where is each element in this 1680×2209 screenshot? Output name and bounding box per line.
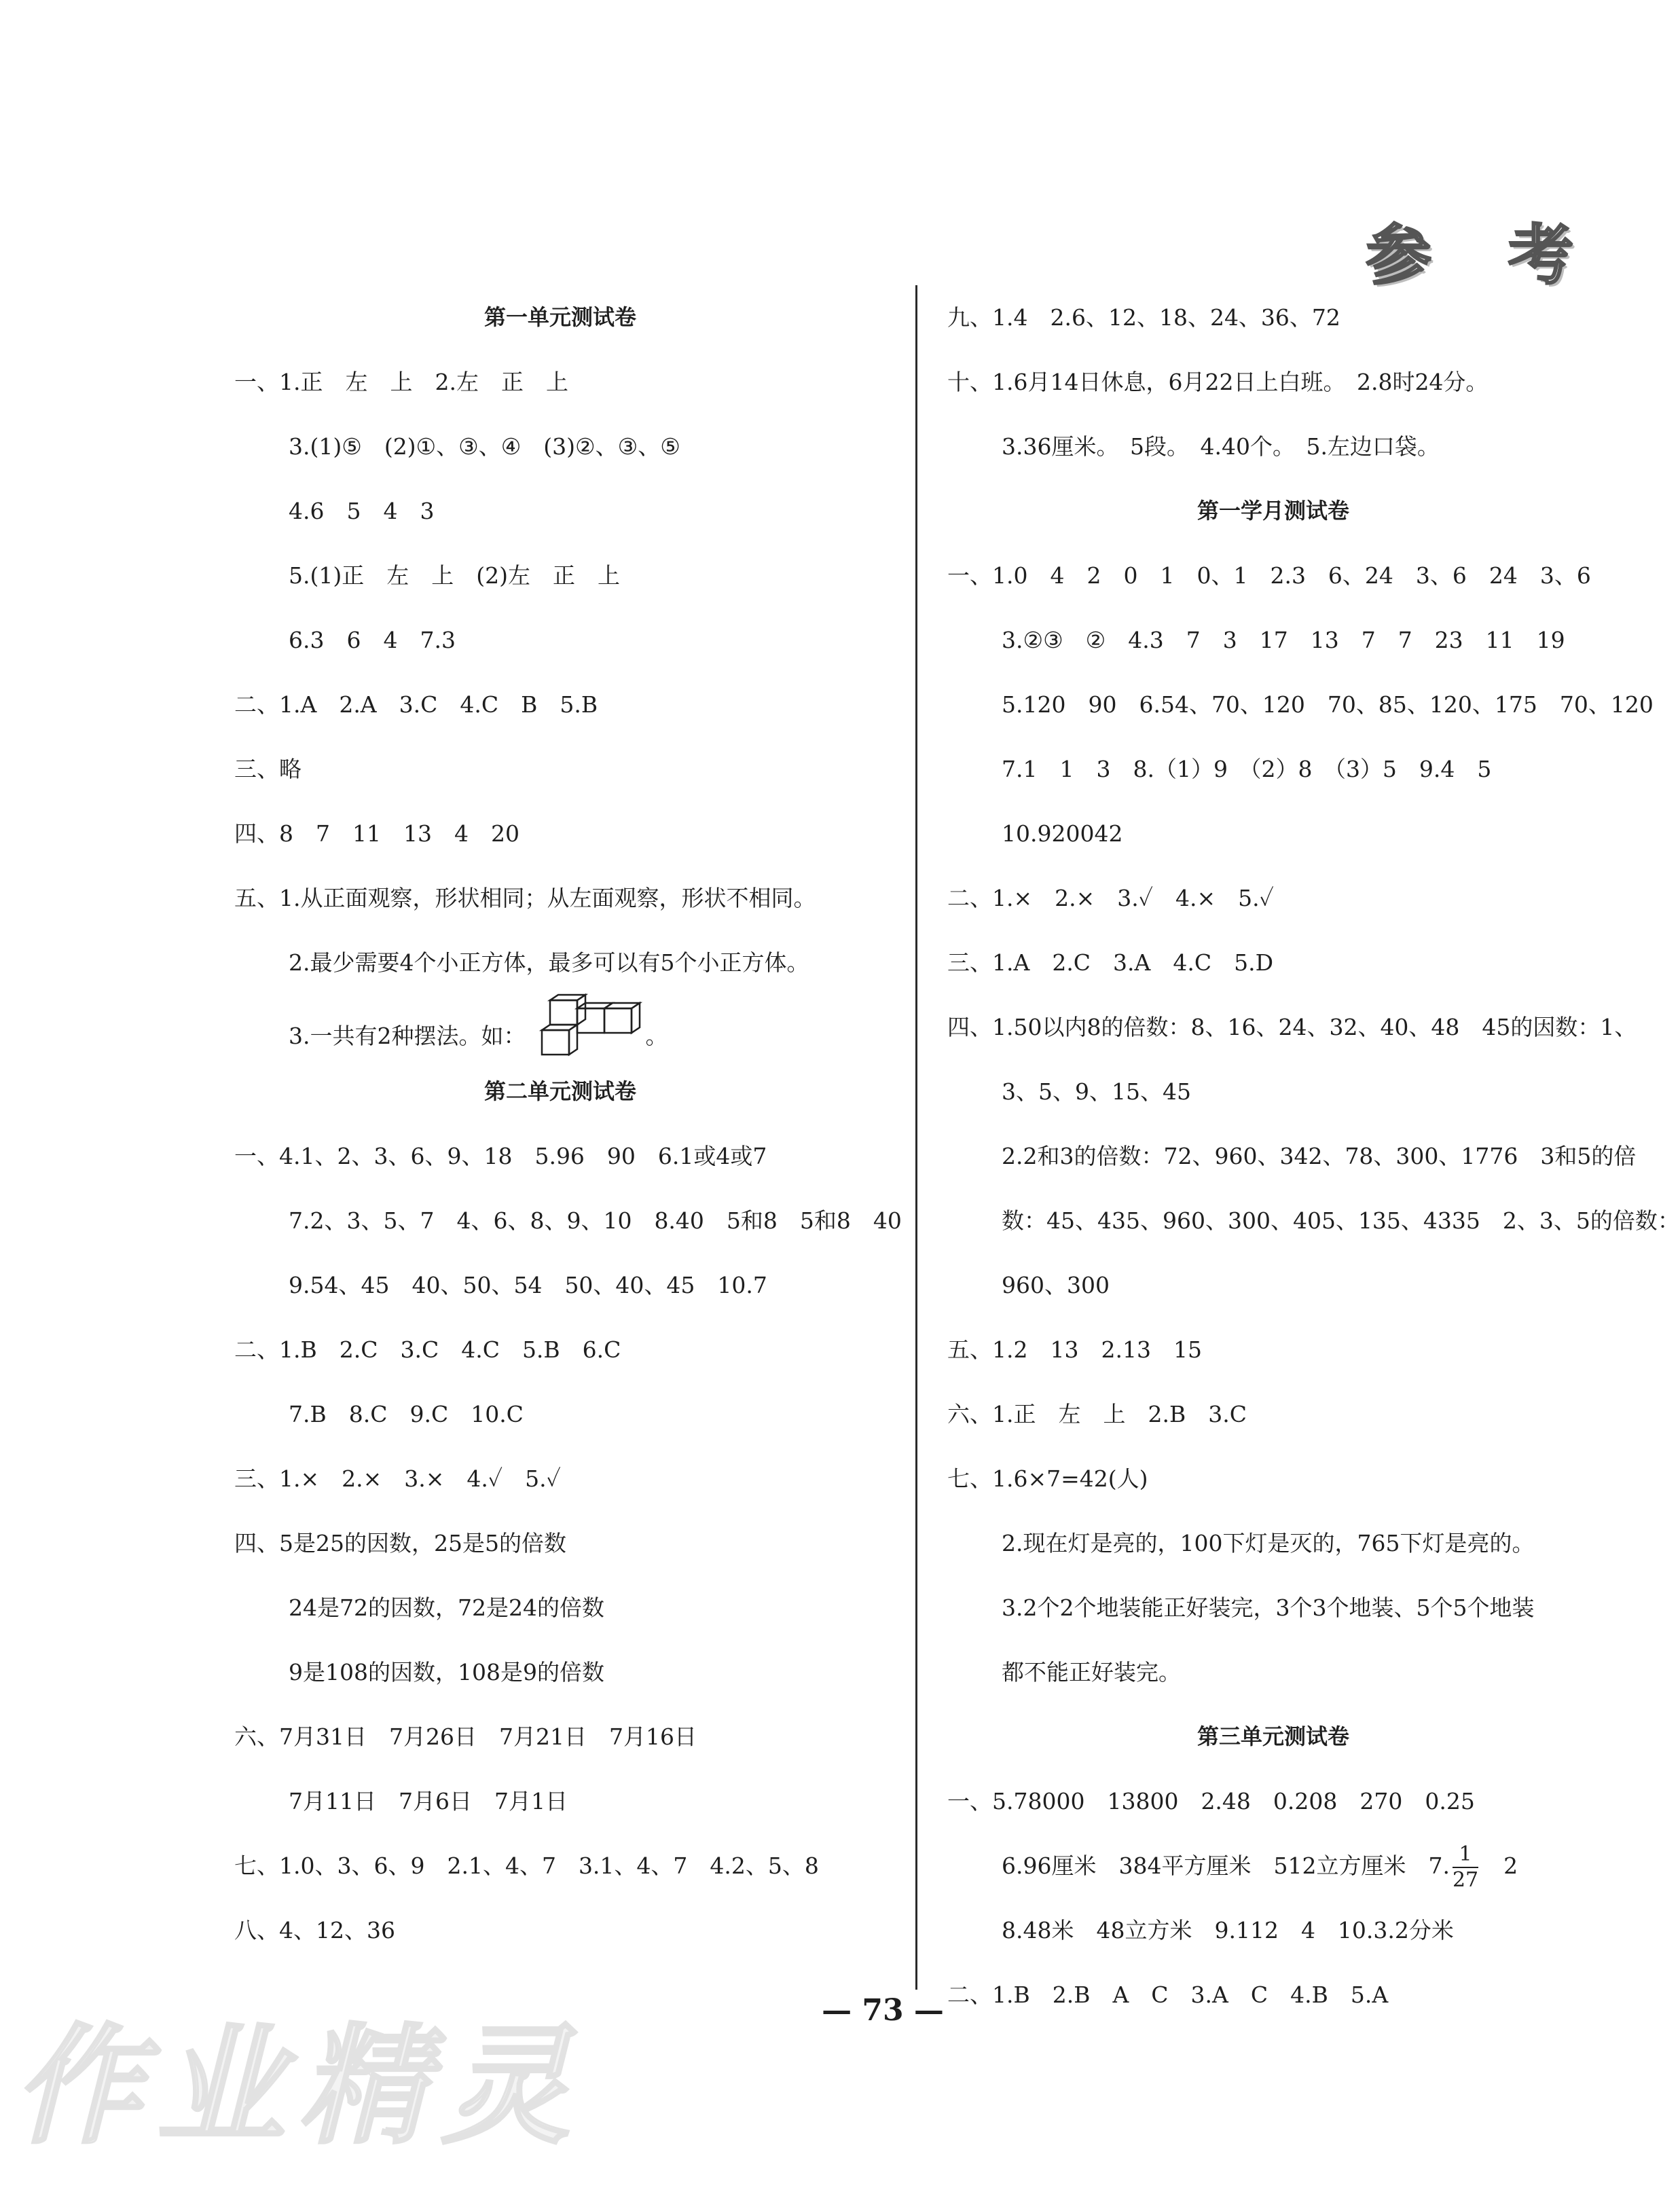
page-number: — 73 — bbox=[822, 1993, 944, 2028]
answer-line: 3、5、9、15、45 bbox=[1002, 1078, 1191, 1105]
answer-line: 三、1.A 2.C 3.A 4.C 5.D bbox=[947, 949, 1274, 976]
right-column bbox=[947, 285, 1680, 2027]
answer-line: 数：45、435、960、300、405、135、4335 2、3、5的倍数： bbox=[1002, 1207, 1680, 1234]
answer-line: 10.920042 bbox=[1002, 820, 1123, 847]
answer-line: 四、8 7 11 13 4 20 bbox=[234, 820, 519, 847]
watermark-text: 作业精灵 bbox=[14, 2011, 585, 2161]
answer-line: 一、5.78000 13800 2.48 0.208 270 0.25 bbox=[947, 1788, 1475, 1814]
answer-line: 2.最少需要4个小正方体，最多可以有5个小正方体。 bbox=[289, 949, 809, 976]
answer-text: 2 bbox=[1503, 1852, 1518, 1879]
answer-line-with-fraction bbox=[947, 1833, 1599, 1898]
answer-text: 6.96厘米 384平方厘米 512立方厘米 7. bbox=[1002, 1852, 1450, 1879]
answer-line: 2.现在灯是亮的，100下灯是灭的，765下灯是亮的。 bbox=[1002, 1530, 1535, 1556]
answer-line: 8.48米 48立方米 9.112 4 10.3.2分米 bbox=[1002, 1917, 1454, 1943]
answer-line: 3.36厘米。 5段。 4.40个。 5.左边口袋。 bbox=[1002, 433, 1440, 460]
answer-line: 7.1 1 3 8.（1）9 （2）8 （3）5 9.4 5 bbox=[1002, 756, 1492, 782]
answer-line: 24是72的因数，72是24的倍数 bbox=[289, 1594, 604, 1621]
answer-line: 7.B 8.C 9.C 10.C bbox=[289, 1401, 524, 1427]
answer-line: 四、5是25的因数，25是5的倍数 bbox=[234, 1530, 566, 1556]
answer-line: 9.54、45 40、50、54 50、40、45 10.7 bbox=[289, 1272, 767, 1298]
answer-line-with-figure bbox=[234, 995, 886, 1059]
cube-drawing bbox=[530, 995, 645, 1056]
answer-line: 八、4、12、36 bbox=[234, 1917, 395, 1943]
answer-line: 一、1.正 左 上 2.左 正 上 bbox=[234, 369, 568, 395]
answer-line: 三、略 bbox=[234, 756, 302, 782]
column-divider bbox=[915, 285, 917, 1990]
answer-line: 五、1.从正面观察，形状相同；从左面观察，形状不相同。 bbox=[234, 885, 816, 911]
section-heading-month1: 第一学月测试卷 bbox=[1197, 498, 1349, 524]
answer-line: 三、1.× 2.× 3.× 4.✓ 5.✓ bbox=[234, 1465, 561, 1492]
answer-line: 7.2、3、5、7 4、6、8、9、10 8.40 5和8 5和8 40 bbox=[289, 1207, 902, 1234]
answer-line: 2.2和3的倍数：72、960、342、78、300、1776 3和5的倍 bbox=[1002, 1143, 1637, 1169]
answer-line: 十、1.6月14日休息，6月22日上白班。 2.8时24分。 bbox=[947, 369, 1489, 395]
section-heading-unit2: 第二单元测试卷 bbox=[483, 1078, 636, 1104]
answer-text-end: 。 bbox=[645, 1023, 668, 1049]
fraction bbox=[1453, 1842, 1478, 1893]
left-column bbox=[234, 285, 902, 1962]
answer-line: 二、1.× 2.× 3.✓ 4.× 5.✓ bbox=[947, 885, 1274, 911]
fraction-numerator: 1 bbox=[1459, 1842, 1472, 1866]
answer-line: 3.2个2个地装能正好装完，3个3个地装、5个5个地装 bbox=[1002, 1594, 1535, 1621]
answer-line: 6.3 6 4 7.3 bbox=[289, 627, 456, 653]
answer-line: 一、4.1、2、3、6、9、18 5.96 90 6.1或4或7 bbox=[234, 1143, 767, 1169]
answer-line: 3.(1)⑤ (2)①、③、④ (3)②、③、⑤ bbox=[289, 433, 680, 460]
answer-line: 3.②③ ② 4.3 7 3 17 13 7 7 23 11 19 bbox=[1002, 627, 1565, 653]
answer-line: 二、1.A 2.A 3.C 4.C B 5.B bbox=[234, 691, 598, 718]
answer-line: 六、7月31日 7月26日 7月21日 7月16日 bbox=[234, 1723, 697, 1750]
answer-line: 5.120 90 6.54、70、120 70、85、120、175 70、120 bbox=[1002, 691, 1654, 718]
answer-line: 七、1.6×7=42(人) bbox=[947, 1465, 1148, 1492]
answer-line: 四、1.50以内8的倍数：8、16、24、32、40、48 45的因数：1、 bbox=[947, 1014, 1637, 1040]
section-heading-unit1: 第一单元测试卷 bbox=[483, 304, 636, 330]
section-heading-unit3: 第三单元测试卷 bbox=[1197, 1723, 1349, 1749]
answer-line: 7月11日 7月6日 7月1日 bbox=[289, 1788, 568, 1814]
fraction-denominator: 27 bbox=[1452, 1868, 1479, 1892]
answer-line: 九、1.4 2.6、12、18、24、36、72 bbox=[947, 304, 1340, 331]
answer-line: 960、300 bbox=[1002, 1272, 1110, 1298]
answer-line: 六、1.正 左 上 2.B 3.C bbox=[947, 1401, 1247, 1427]
answer-line: 二、1.B 2.B A C 3.A C 4.B 5.A bbox=[947, 1982, 1389, 2008]
answer-line: 9是108的因数，108是9的倍数 bbox=[289, 1659, 604, 1685]
answer-line: 一、1.0 4 2 0 1 0、1 2.3 6、24 3、6 24 3、6 bbox=[947, 562, 1591, 589]
answer-line: 4.6 5 4 3 bbox=[289, 498, 435, 524]
answer-line: 五、1.2 13 2.13 15 bbox=[947, 1336, 1202, 1363]
answer-line: 七、1.0、3、6、9 2.1、4、7 3.1、4、7 4.2、5、8 bbox=[234, 1852, 819, 1879]
page-header-title: 参 考 bbox=[1366, 217, 1601, 293]
answer-line: 都不能正好装完。 bbox=[1002, 1659, 1181, 1685]
answer-text: 3.一共有2种摆法。如： bbox=[289, 1023, 526, 1049]
answer-line: 5.(1)正 左 上 (2)左 正 上 bbox=[289, 562, 620, 589]
answer-line: 二、1.B 2.C 3.C 4.C 5.B 6.C bbox=[234, 1336, 621, 1363]
